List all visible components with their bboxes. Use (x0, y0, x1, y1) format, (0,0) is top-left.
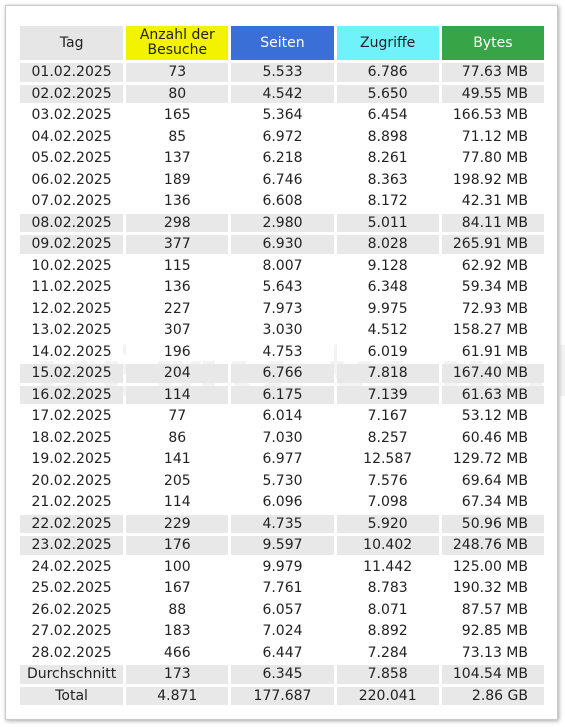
cell-hits: 8.898 (337, 128, 439, 147)
cell-hits: 12.587 (337, 450, 439, 469)
table-row (20, 171, 544, 190)
cell-pages: 5.364 (231, 106, 333, 125)
cell-pages: 6.766 (231, 364, 333, 383)
cell-visits: 136 (126, 278, 228, 297)
cell-pages: 8.007 (231, 257, 333, 276)
cell-hits: 5.920 (337, 515, 439, 534)
header-visits: Anzahl der Besuche (126, 26, 228, 60)
cell-visits: 73 (126, 63, 228, 82)
table-row (20, 278, 544, 297)
daily-stats-table (17, 23, 547, 708)
cell-pages: 5.643 (231, 278, 333, 297)
table-row (20, 257, 544, 276)
cell-pages: 3.030 (231, 321, 333, 340)
cell-hits: 8.257 (337, 429, 439, 448)
cell-visits: 183 (126, 622, 228, 641)
cell-bytes: 84.11 MB (442, 214, 544, 233)
cell-pages: 9.979 (231, 558, 333, 577)
cell-bytes: 198.92 MB (442, 171, 544, 190)
total-visits: 4.871 (126, 687, 228, 706)
cell-pages: 6.175 (231, 386, 333, 405)
cell-bytes: 158.27 MB (442, 321, 544, 340)
cell-pages: 6.972 (231, 128, 333, 147)
cell-hits: 6.348 (337, 278, 439, 297)
cell-visits: 204 (126, 364, 228, 383)
cell-date: 27.02.2025 (20, 622, 123, 641)
cell-hits: 9.128 (337, 257, 439, 276)
table-row (20, 321, 544, 340)
cell-date: 02.02.2025 (20, 85, 123, 104)
cell-date: 18.02.2025 (20, 429, 123, 448)
cell-visits: 227 (126, 300, 228, 319)
table-row (20, 493, 544, 512)
cell-hits: 5.011 (337, 214, 439, 233)
cell-bytes: 167.40 MB (442, 364, 544, 383)
table-row (20, 128, 544, 147)
cell-visits: 176 (126, 536, 228, 555)
cell-date: 15.02.2025 (20, 364, 123, 383)
cell-pages: 6.977 (231, 450, 333, 469)
cell-visits: 136 (126, 192, 228, 211)
cell-date: 07.02.2025 (20, 192, 123, 211)
cell-hits: 7.167 (337, 407, 439, 426)
cell-hits: 6.786 (337, 63, 439, 82)
total-label: Total (20, 687, 123, 706)
cell-visits: 205 (126, 472, 228, 491)
cell-bytes: 77.80 MB (442, 149, 544, 168)
cell-hits: 8.261 (337, 149, 439, 168)
cell-bytes: 129.72 MB (442, 450, 544, 469)
cell-visits: 86 (126, 429, 228, 448)
cell-hits: 10.402 (337, 536, 439, 555)
cell-visits: 165 (126, 106, 228, 125)
cell-visits: 189 (126, 171, 228, 190)
average-visits: 173 (126, 665, 228, 684)
average-hits: 7.858 (337, 665, 439, 684)
cell-date: 25.02.2025 (20, 579, 123, 598)
cell-date: 20.02.2025 (20, 472, 123, 491)
cell-hits: 8.172 (337, 192, 439, 211)
cell-hits: 6.454 (337, 106, 439, 125)
cell-pages: 7.761 (231, 579, 333, 598)
cell-bytes: 61.91 MB (442, 343, 544, 362)
cell-bytes: 49.55 MB (442, 85, 544, 104)
cell-pages: 9.597 (231, 536, 333, 555)
cell-hits: 7.284 (337, 644, 439, 663)
cell-date: 03.02.2025 (20, 106, 123, 125)
cell-hits: 4.512 (337, 321, 439, 340)
cell-date: 19.02.2025 (20, 450, 123, 469)
cell-pages: 5.533 (231, 63, 333, 82)
cell-bytes: 87.57 MB (442, 601, 544, 620)
average-bytes: 104.54 MB (442, 665, 544, 684)
table-row (20, 579, 544, 598)
cell-date: 12.02.2025 (20, 300, 123, 319)
header-hits: Zugriffe (337, 26, 439, 60)
cell-pages: 6.057 (231, 601, 333, 620)
cell-pages: 2.980 (231, 214, 333, 233)
cell-hits: 7.098 (337, 493, 439, 512)
header-date: Tag (20, 26, 123, 60)
table-row (20, 407, 544, 426)
cell-visits: 229 (126, 515, 228, 534)
cell-visits: 298 (126, 214, 228, 233)
cell-visits: 307 (126, 321, 228, 340)
cell-bytes: 248.76 MB (442, 536, 544, 555)
table-row (20, 536, 544, 555)
header-row (20, 26, 544, 60)
cell-hits: 7.576 (337, 472, 439, 491)
cell-bytes: 265.91 MB (442, 235, 544, 254)
table-row (20, 515, 544, 534)
cell-hits: 8.363 (337, 171, 439, 190)
average-label: Durchschnitt (20, 665, 123, 684)
table-row (20, 235, 544, 254)
cell-visits: 114 (126, 386, 228, 405)
total-pages: 177.687 (231, 687, 333, 706)
cell-hits: 11.442 (337, 558, 439, 577)
cell-bytes: 69.64 MB (442, 472, 544, 491)
cell-date: 06.02.2025 (20, 171, 123, 190)
cell-bytes: 67.34 MB (442, 493, 544, 512)
cell-hits: 7.139 (337, 386, 439, 405)
table-row (20, 214, 544, 233)
cell-date: 26.02.2025 (20, 601, 123, 620)
cell-pages: 4.542 (231, 85, 333, 104)
table-row (20, 386, 544, 405)
cell-visits: 167 (126, 579, 228, 598)
table-row (20, 558, 544, 577)
cell-bytes: 61.63 MB (442, 386, 544, 405)
cell-bytes: 77.63 MB (442, 63, 544, 82)
cell-pages: 4.735 (231, 515, 333, 534)
table-row (20, 601, 544, 620)
cell-bytes: 62.92 MB (442, 257, 544, 276)
cell-pages: 6.447 (231, 644, 333, 663)
stats-panel (5, 5, 558, 720)
cell-visits: 80 (126, 85, 228, 104)
cell-bytes: 59.34 MB (442, 278, 544, 297)
cell-bytes: 72.93 MB (442, 300, 544, 319)
cell-visits: 377 (126, 235, 228, 254)
cell-bytes: 125.00 MB (442, 558, 544, 577)
table-row (20, 429, 544, 448)
table-row (20, 450, 544, 469)
total-row (20, 687, 544, 706)
cell-date: 14.02.2025 (20, 343, 123, 362)
header-bytes: Bytes (442, 26, 544, 60)
cell-date: 13.02.2025 (20, 321, 123, 340)
cell-bytes: 50.96 MB (442, 515, 544, 534)
cell-bytes: 53.12 MB (442, 407, 544, 426)
cell-bytes: 71.12 MB (442, 128, 544, 147)
cell-pages: 6.608 (231, 192, 333, 211)
cell-visits: 85 (126, 128, 228, 147)
cell-visits: 141 (126, 450, 228, 469)
cell-hits: 6.019 (337, 343, 439, 362)
cell-visits: 115 (126, 257, 228, 276)
table-row (20, 644, 544, 663)
cell-pages: 6.014 (231, 407, 333, 426)
cell-bytes: 190.32 MB (442, 579, 544, 598)
cell-hits: 8.892 (337, 622, 439, 641)
cell-date: 08.02.2025 (20, 214, 123, 233)
cell-pages: 7.024 (231, 622, 333, 641)
cell-pages: 6.930 (231, 235, 333, 254)
cell-date: 17.02.2025 (20, 407, 123, 426)
cell-visits: 466 (126, 644, 228, 663)
cell-pages: 6.746 (231, 171, 333, 190)
table-row (20, 192, 544, 211)
cell-hits: 8.783 (337, 579, 439, 598)
cell-hits: 7.818 (337, 364, 439, 383)
table-row (20, 85, 544, 104)
cell-date: 01.02.2025 (20, 63, 123, 82)
total-hits: 220.041 (337, 687, 439, 706)
cell-pages: 6.218 (231, 149, 333, 168)
cell-visits: 114 (126, 493, 228, 512)
cell-hits: 8.071 (337, 601, 439, 620)
cell-pages: 5.730 (231, 472, 333, 491)
cell-date: 16.02.2025 (20, 386, 123, 405)
table-row (20, 622, 544, 641)
cell-date: 22.02.2025 (20, 515, 123, 534)
cell-bytes: 166.53 MB (442, 106, 544, 125)
cell-date: 11.02.2025 (20, 278, 123, 297)
table-row (20, 472, 544, 491)
cell-bytes: 42.31 MB (442, 192, 544, 211)
cell-date: 05.02.2025 (20, 149, 123, 168)
cell-hits: 5.650 (337, 85, 439, 104)
table-row (20, 106, 544, 125)
table-row (20, 149, 544, 168)
cell-visits: 100 (126, 558, 228, 577)
cell-hits: 9.975 (337, 300, 439, 319)
average-row (20, 665, 544, 684)
table-row (20, 364, 544, 383)
cell-date: 21.02.2025 (20, 493, 123, 512)
cell-bytes: 73.13 MB (442, 644, 544, 663)
cell-pages: 4.753 (231, 343, 333, 362)
table-row (20, 63, 544, 82)
cell-visits: 77 (126, 407, 228, 426)
table-row (20, 300, 544, 319)
cell-date: 24.02.2025 (20, 558, 123, 577)
average-pages: 6.345 (231, 665, 333, 684)
cell-date: 28.02.2025 (20, 644, 123, 663)
cell-bytes: 60.46 MB (442, 429, 544, 448)
cell-bytes: 92.85 MB (442, 622, 544, 641)
table-body (20, 63, 544, 705)
cell-pages: 6.096 (231, 493, 333, 512)
cell-date: 10.02.2025 (20, 257, 123, 276)
cell-date: 04.02.2025 (20, 128, 123, 147)
total-bytes: 2.86 GB (442, 687, 544, 706)
cell-date: 09.02.2025 (20, 235, 123, 254)
table-row (20, 343, 544, 362)
cell-pages: 7.973 (231, 300, 333, 319)
cell-date: 23.02.2025 (20, 536, 123, 555)
cell-pages: 7.030 (231, 429, 333, 448)
cell-visits: 196 (126, 343, 228, 362)
cell-visits: 88 (126, 601, 228, 620)
cell-visits: 137 (126, 149, 228, 168)
header-pages: Seiten (231, 26, 333, 60)
cell-hits: 8.028 (337, 235, 439, 254)
